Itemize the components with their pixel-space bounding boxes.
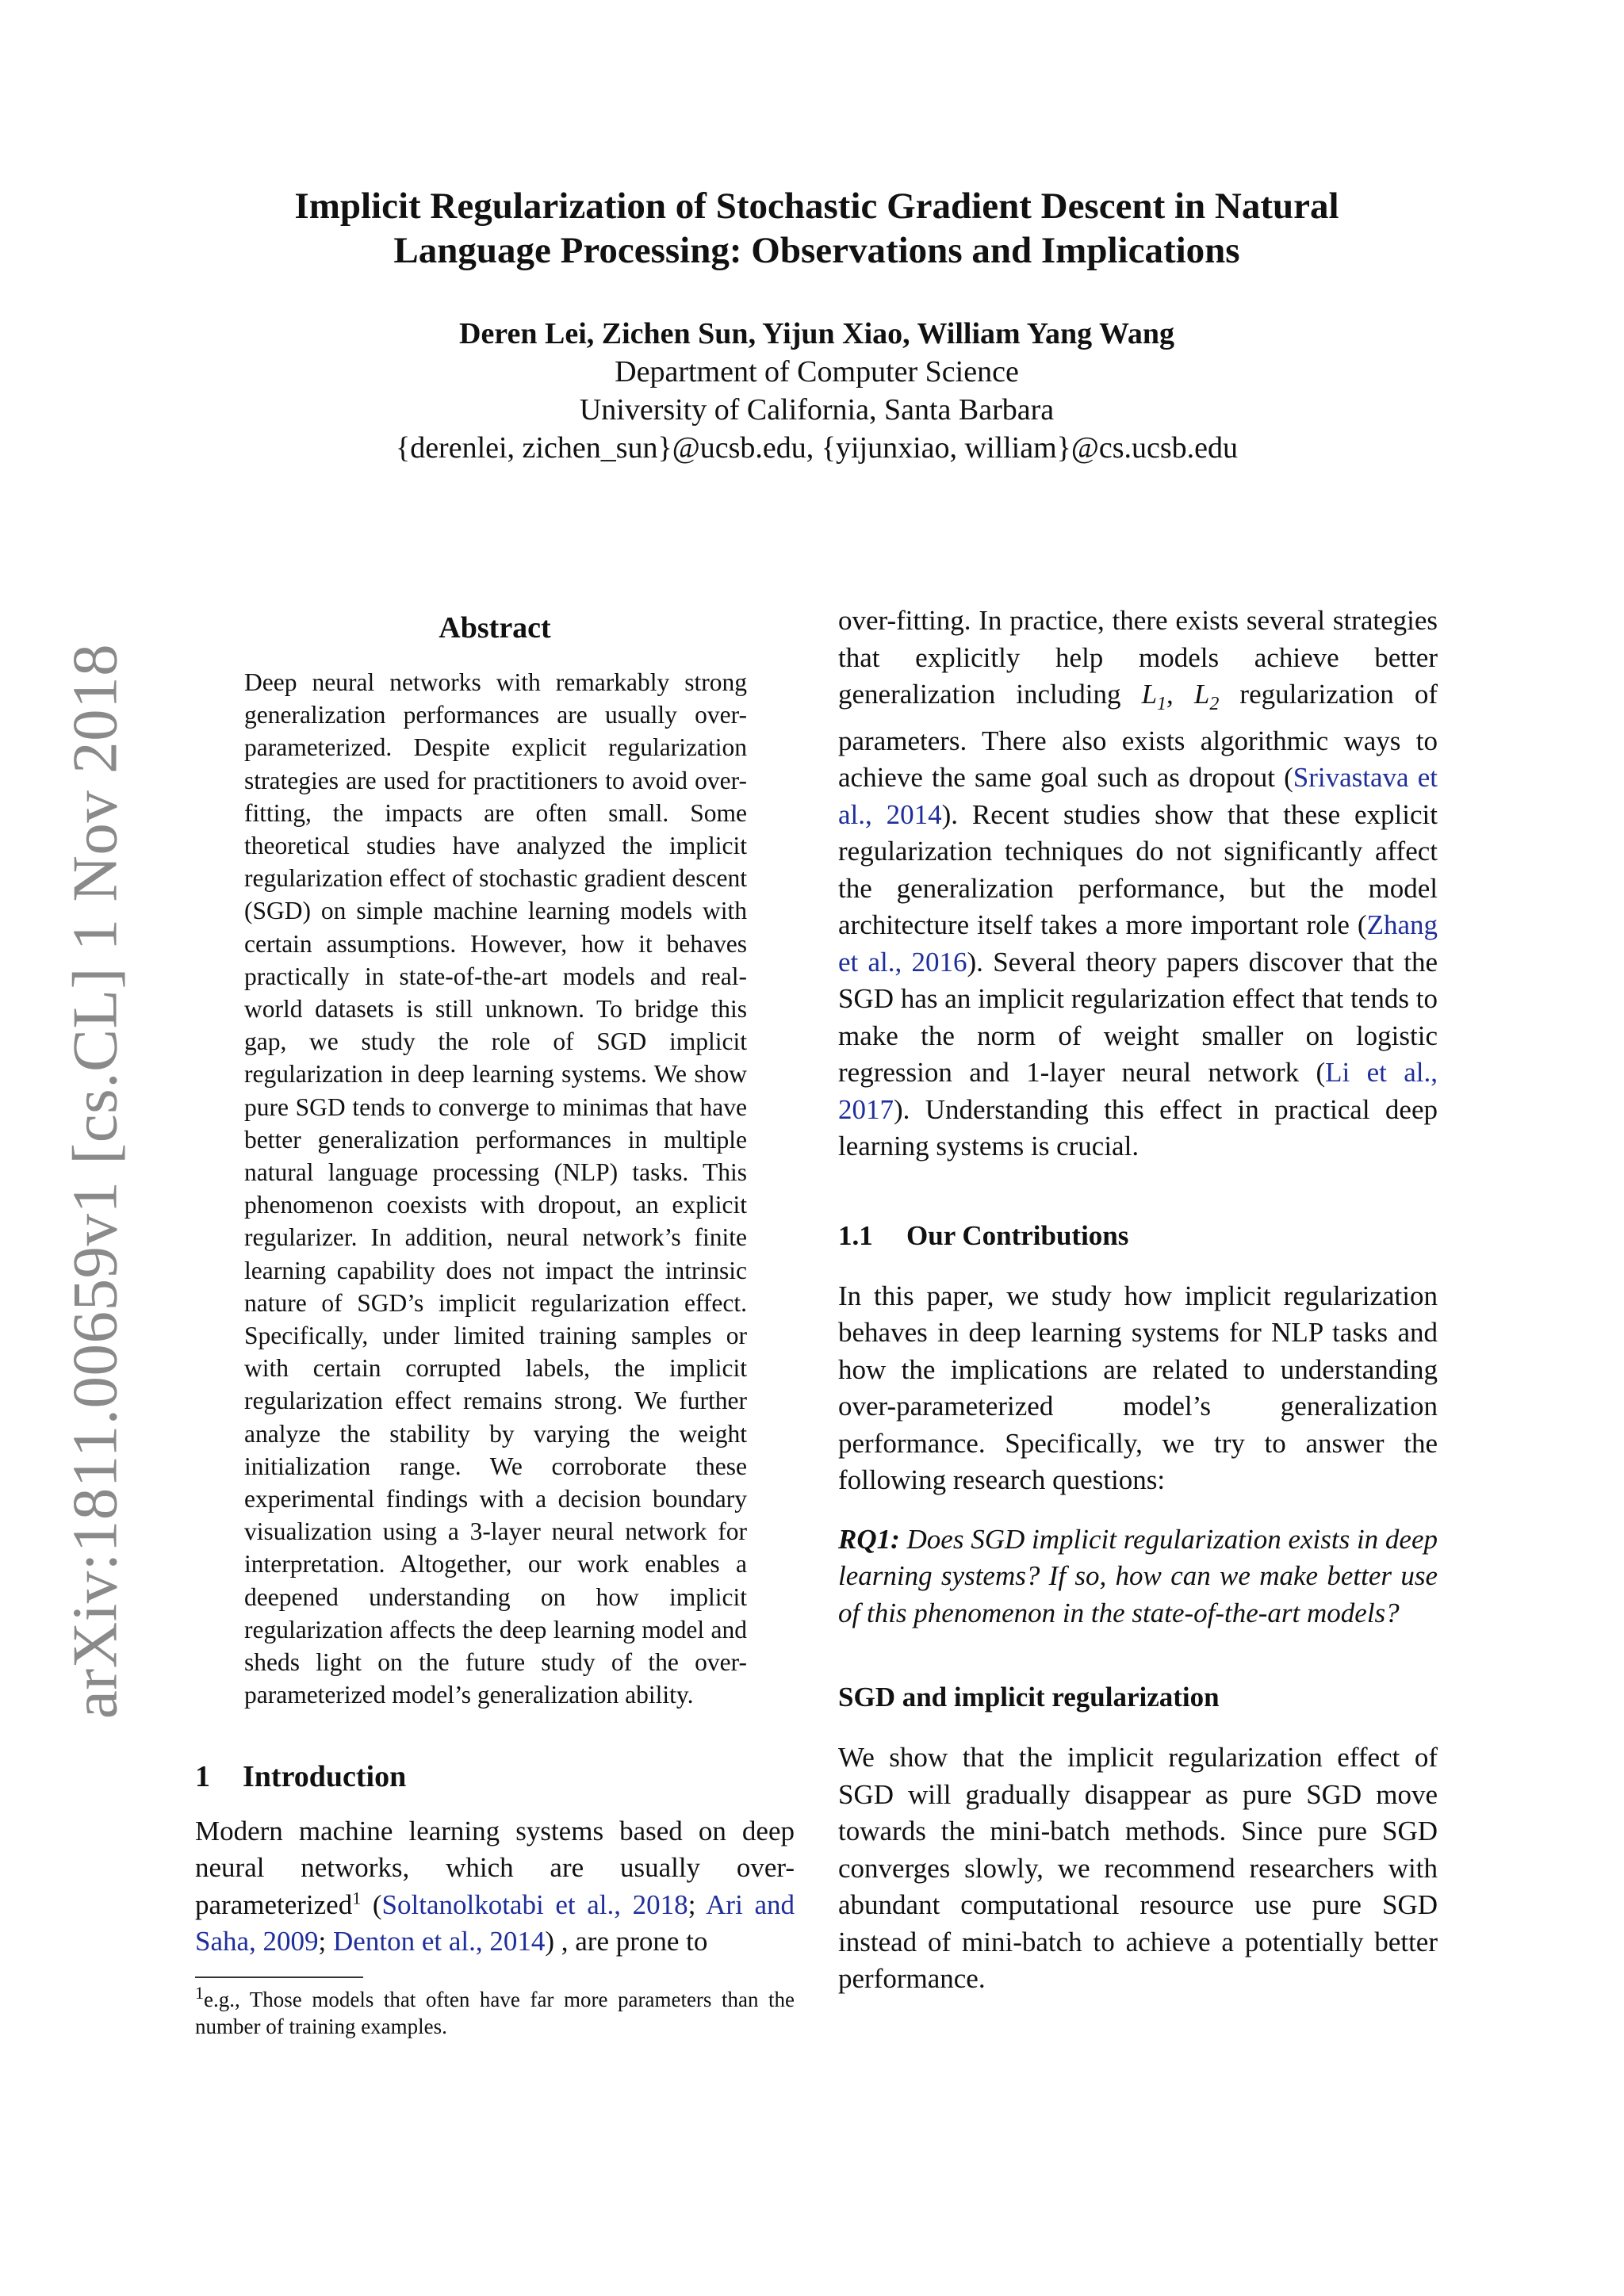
body-text: ). Recent studies show that these explicit regularization techniques do not significantly affect the generalization performance, but the model architecture itself takes a more important role ( [838,798,1438,940]
body-text: ). Several theory papers discover that the SGD has an implicit regularization effect that tends to make the norm of weight smaller on logistic regression and 1-layer neural network ( [838,946,1438,1088]
sgd-heading: SGD and implicit regularization [838,1682,1220,1712]
contributions-paragraph: In this paper, we study how implicit regularization behaves in deep learning systems for NLP tasks and how the implications are related to understanding over-parameterized model’s generalization performance. Specifically, we try to answer the following research questions: [838,1280,1438,1495]
left-column [195,603,795,2040]
math-l2 [1193,679,1220,714]
introduction-paragraph [195,1813,795,1961]
intro-text: ( [361,1888,382,1920]
footnote-divider [195,1976,363,1978]
research-question-1 [838,1521,1438,1632]
subsection-title: Our Contributions [906,1219,1129,1251]
department: Department of Computer Science [615,355,1019,388]
paper-title [190,184,1443,273]
footnote [195,1982,795,2040]
arxiv-identifier: arXiv:1811.00659v1 [cs.CL] 1 Nov 2018 [59,643,131,1720]
introduction-heading [195,1758,795,1796]
title-line-2: Language Processing: Observations and Implications [393,230,1240,271]
footnote-marker[interactable]: 1 [352,1887,362,1908]
body-text: , [1166,679,1194,710]
intro-text: ) , are prone to [545,1926,708,1957]
author-emails: {derenlei, zichen_sun}@ucsb.edu, {yijunxiao, william}@cs.ucsb.edu [395,431,1239,465]
body-text: ). Understanding this effect in practical deep learning systems is crucial. [838,1093,1438,1161]
author-list: Deren Lei, Zichen Sun, Yijun Xiao, William Yang Wang [459,317,1174,350]
citation-link[interactable]: Soltanolkotabi et al., 2018 [381,1888,688,1920]
math-l1 [1141,679,1167,714]
math-symbol: L [1141,679,1158,710]
citation-link[interactable]: Ari and Saha, 2009 [195,1888,795,1957]
rq1-text: Does SGD implicit regularization exists in deep learning systems? If so, how can we make better use of this phenomenon in the state-of-the-art models? [838,1523,1438,1628]
footnote-text: e.g., Those models that often have far more parameters than the number of training examples. [195,1987,795,2038]
body-text: over-fitting. In practice, there exists several strategies that explicitly help models achieve better generalization including [838,605,1438,710]
math-symbol: L [1193,679,1210,710]
intro-continued-paragraph [838,603,1438,1165]
section-title: Introduction [243,1759,407,1793]
citation-separator: ; [688,1888,707,1920]
contributions-heading [838,1218,1438,1254]
title-line-1: Implicit Regularization of Stochastic Gradient Descent in Natural [294,186,1339,227]
citation-link[interactable]: Zhang et al., 2016 [838,909,1438,978]
sgd-paragraph: We show that the implicit regularization effect of SGD will gradually disappear as pure SGD move towards the mini-batch methods. Since pure SGD converges slowly, we recommend researchers with abundant computational resource use pure SGD instead of mini-batch to achieve a potentially better performance. [838,1742,1438,1994]
abstract-text: Deep neural networks with remarkably strong generalization performances are usually over-parameterized. Despite explicit regularization strategies are used for practitioners to avoid over-fitting, the impacts are often small. Some theoretical studies have analyzed the implicit regularization effect of stochastic gradient descent (SGD) on simple machine learning models with certain assumptions. However, how it behaves practically in state-of-the-art models and real-world datasets is still unknown. To bridge this gap, we study the role of SGD implicit regularization in deep learning systems. We show pure SGD tends to converge to minimas that have better generalization performances in multiple natural language processing (NLP) tasks. This phenomenon coexists with dropout, an explicit regularizer. In addition, neural network’s finite learning capability does not impact the intrinsic nature of SGD’s implicit regularization effect. Specifically, under limited training samples or with certain corrupted labels, the implicit regularization effect remains strong. We further analyze the stability by varying the weight initialization range. We corroborate these experimental findings with a decision boundary visualization using a 3-layer neural network for interpretation. Altogether, our work enables a deepened understanding on how implicit regularization affects the deep learning model and sheds light on the future study of the over-parameterized model’s generalization ability. [244,668,747,1709]
citation-link[interactable]: Li et al., 2017 [838,1057,1438,1125]
citation-link[interactable]: Denton et al., 2014 [333,1926,546,1957]
math-subscript: 1 [1157,694,1167,714]
title-block [190,184,1443,467]
right-column [838,603,1438,1998]
subsection-number: 1.1 [838,1219,873,1251]
intro-text: Modern machine learning systems based on deep neural networks, which are usually over-parameterized [195,1815,795,1920]
abstract-heading: Abstract [439,611,551,645]
citation-separator: ; [318,1926,334,1957]
university: University of California, Santa Barbara [579,393,1055,427]
citation-link[interactable]: Srivastava et al., 2014 [838,762,1438,830]
math-subscript: 2 [1209,694,1220,714]
section-number: 1 [195,1759,210,1793]
footnote-number: 1 [195,1982,204,2003]
body-text: regularization of parameters. There also exists algorithmic ways to achieve the same goal such as dropout ( [838,679,1438,793]
rq1-label: RQ1: [838,1523,900,1555]
